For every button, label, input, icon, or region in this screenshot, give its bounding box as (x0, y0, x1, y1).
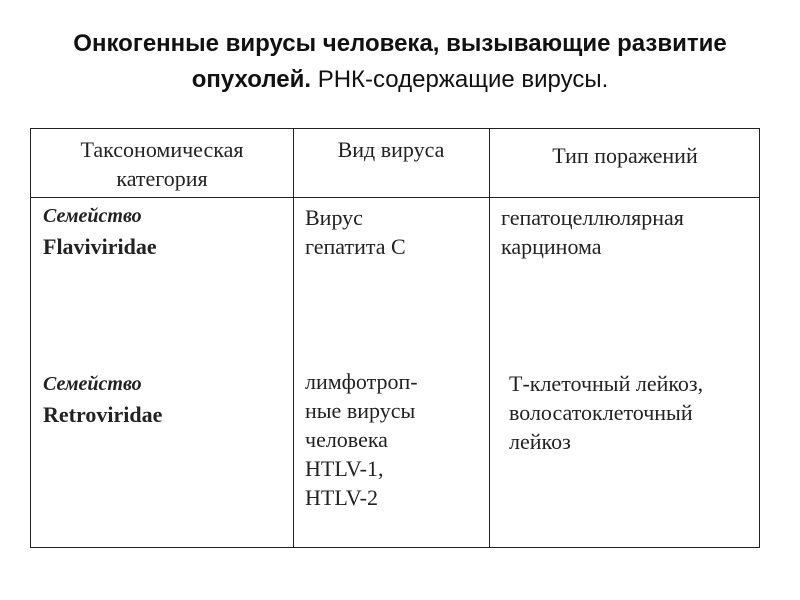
column-divider-1 (293, 129, 294, 547)
family-label: Семейство (43, 373, 142, 395)
header-taxonomic-category (31, 135, 293, 193)
family-name: Retroviridae (43, 402, 163, 427)
row-1-virus (305, 203, 406, 261)
lesion-line: карцинома (501, 234, 602, 259)
row-2-family (43, 369, 162, 431)
family-name: Flaviviridae (43, 234, 157, 259)
header-line: категория (116, 166, 208, 191)
lesion-line: Т-клеточный лейкоз, (509, 371, 704, 396)
virus-line: ные вирусы (305, 398, 416, 423)
header-line: Вид вируса (337, 137, 445, 162)
virus-table (30, 128, 760, 548)
header-lesion-type (489, 141, 761, 170)
title-bold-part: Онкогенные вирусы человека, вызывающие развитие опухолей. (73, 30, 727, 93)
row-1-family (43, 201, 157, 263)
virus-line: гепатита С (305, 234, 406, 259)
lesion-line: волосатоклеточный (509, 400, 693, 425)
title-normal-part: РНК-содержащие вирусы. (317, 66, 609, 93)
family-label: Семейство (43, 205, 142, 227)
header-virus-species (293, 135, 489, 164)
virus-line: Вирус (305, 205, 363, 230)
virus-line: HTLV-1, (305, 456, 384, 481)
header-line: Тип поражений (552, 143, 698, 168)
row-2-virus (305, 367, 418, 512)
column-divider-2 (489, 129, 490, 547)
lesion-line: гепатоцеллюлярная (501, 205, 684, 230)
row-2-lesion (509, 369, 703, 456)
lesion-line: лейкоз (509, 429, 571, 454)
virus-line: человека (305, 427, 388, 452)
virus-line: HTLV-2 (305, 485, 378, 510)
header-divider (31, 197, 759, 198)
slide-title (60, 26, 740, 98)
virus-line: лимфотроп- (305, 369, 418, 394)
header-line: Таксономическая (80, 137, 244, 162)
row-1-lesion (501, 203, 684, 261)
